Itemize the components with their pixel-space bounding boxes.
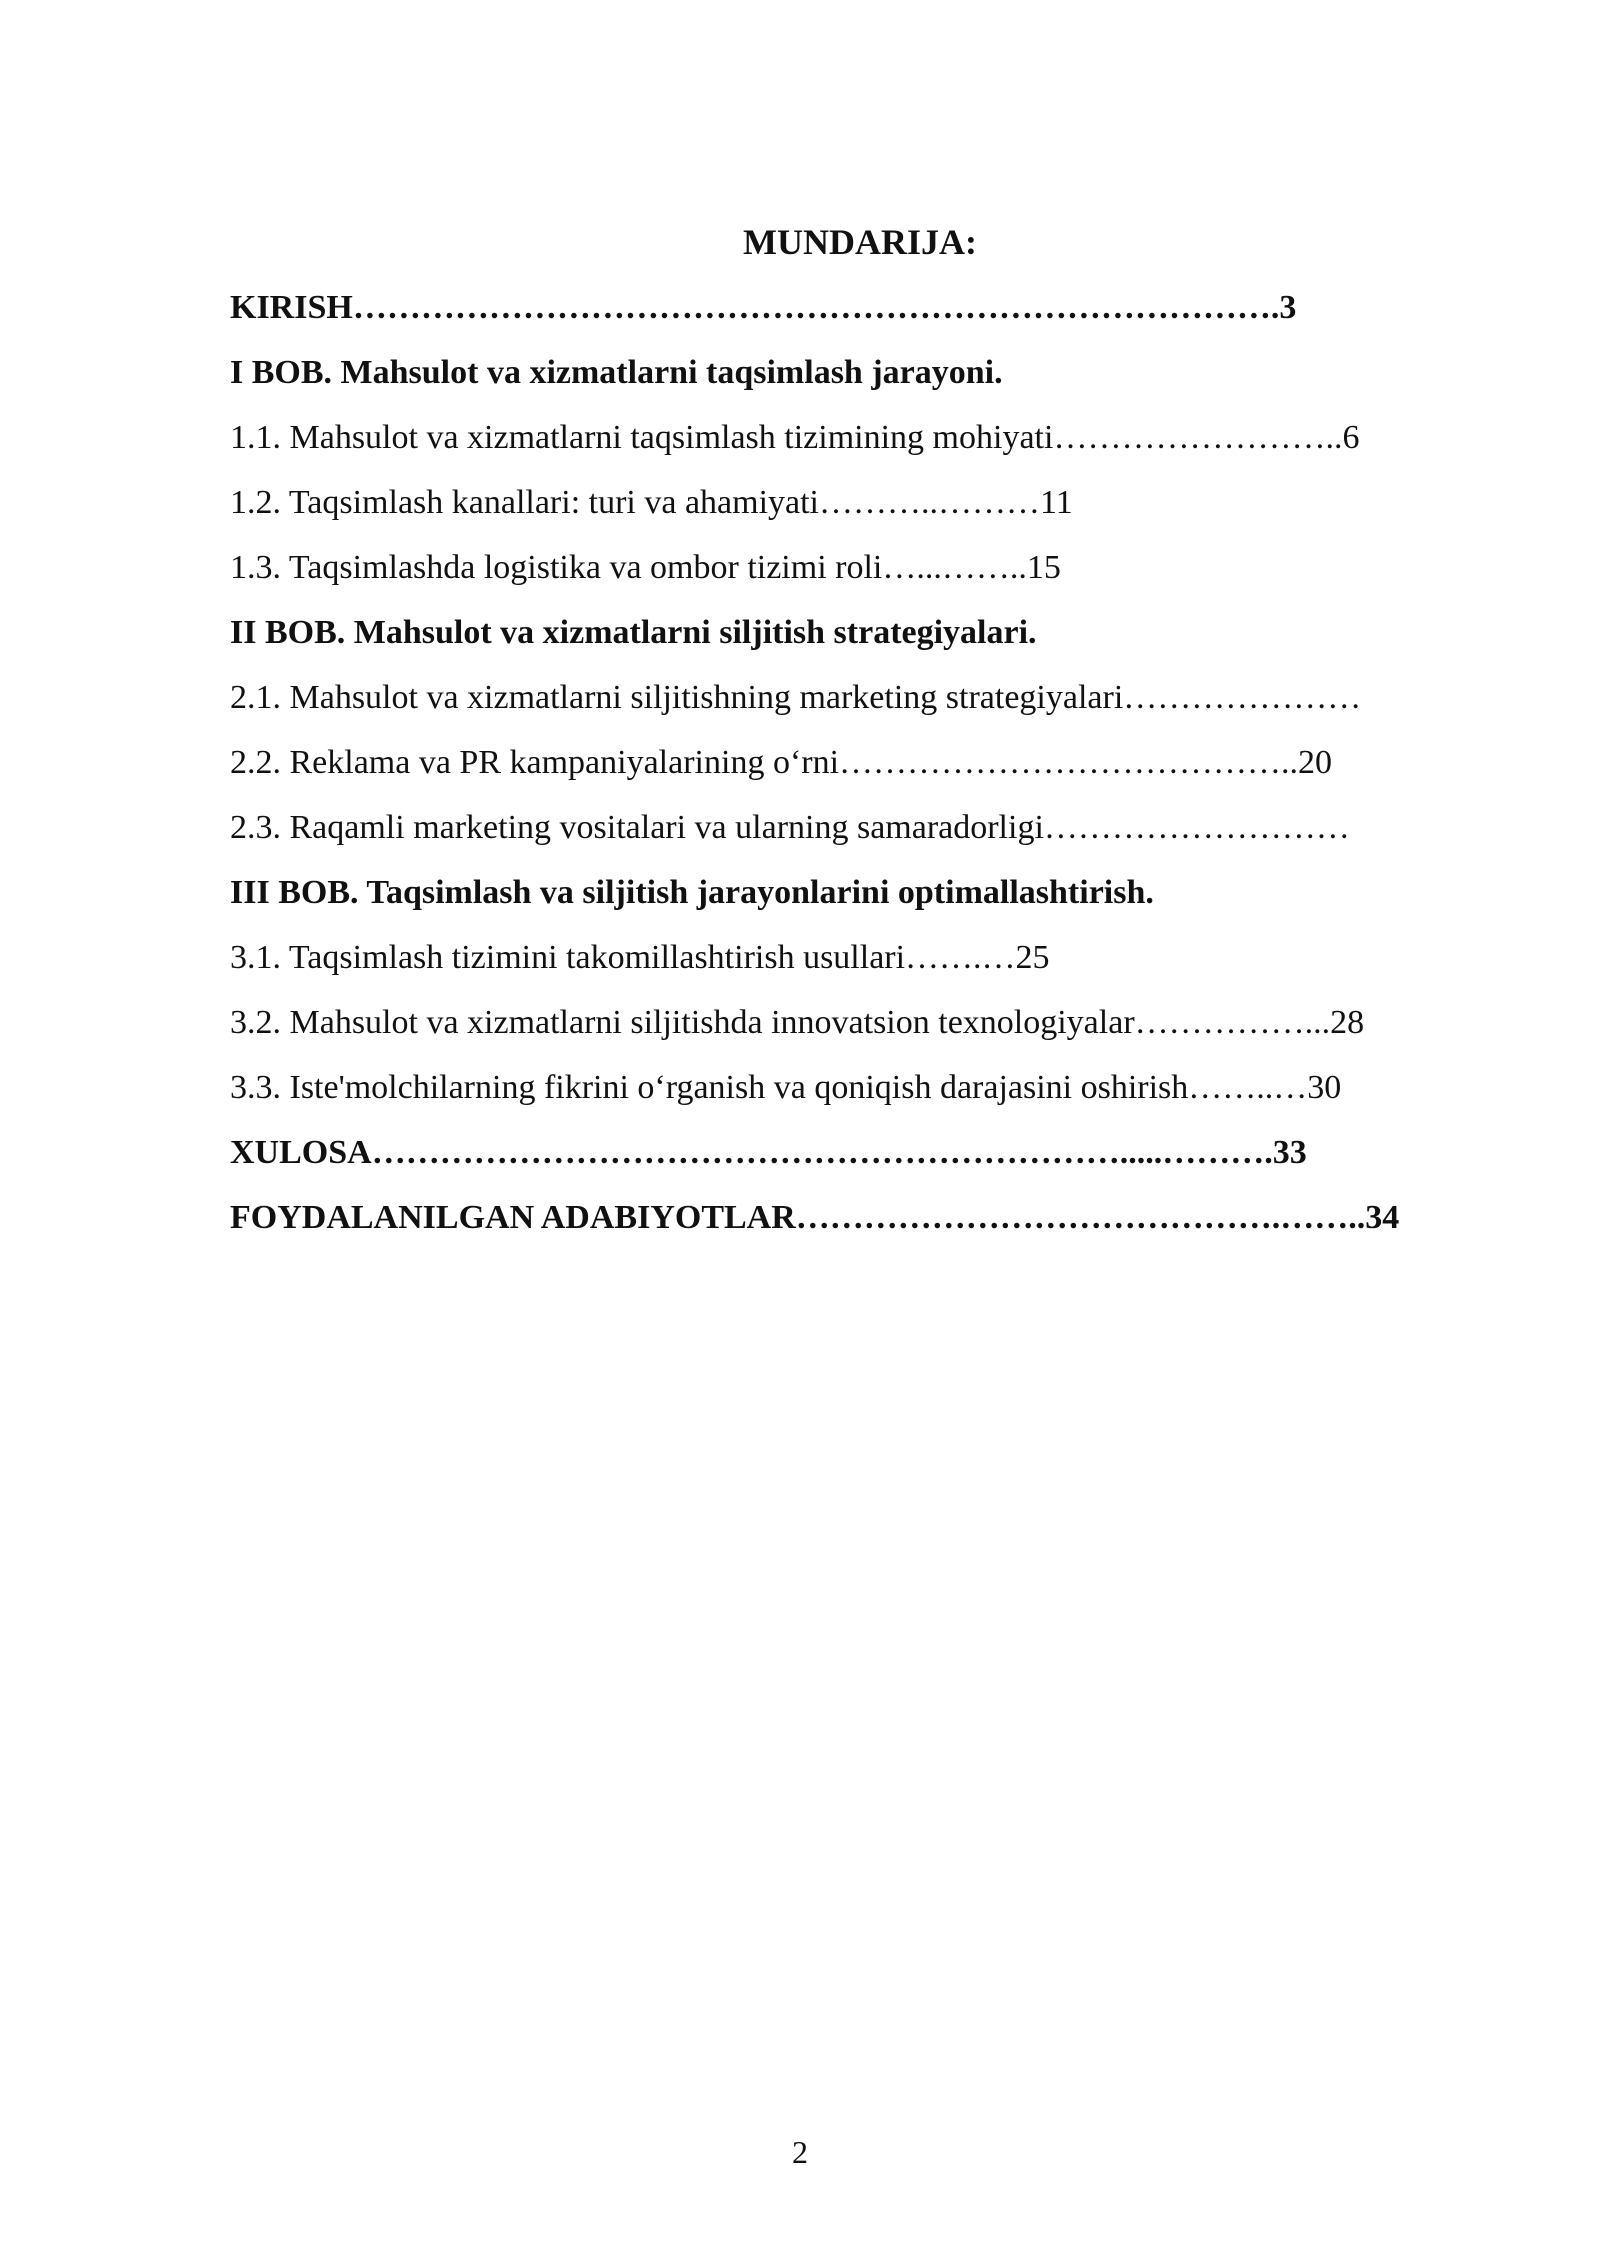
toc-section-2-3: 2.3. Raqamli marketing vositalari va ularning samaradorligi……………………… bbox=[230, 809, 1350, 846]
table-of-contents bbox=[230, 210, 1500, 1250]
toc-section-1-2: 1.2. Taqsimlash kanallari: turi va ahamiyati………..………11 bbox=[230, 484, 1073, 521]
toc-section-3-3: 3.3. Iste'molchilarning fikrini o‘rganish va qoniqish darajasini oshirish……..…30 bbox=[230, 1069, 1342, 1106]
toc-section-3-1: 3.1. Taqsimlash tizimini takomillashtirish usullari…….…25 bbox=[230, 939, 1050, 976]
toc-section-2-2: 2.2. Reklama va PR kampaniyalarining o‘rni…………………………………..20 bbox=[230, 744, 1333, 781]
page-number: 2 bbox=[792, 2134, 808, 2170]
toc-section-1-3: 1.3. Taqsimlashda logistika va ombor tizimi roli…...……..15 bbox=[230, 549, 1061, 586]
toc-chapter-1: I BOB. Mahsulot va xizmatlarni taqsimlash jarayoni. bbox=[230, 354, 1003, 391]
toc-section-3-2: 3.2. Mahsulot va xizmatlarni siljitishda innovatsion texnologiyalar……………...28 bbox=[230, 1004, 1365, 1041]
toc-title: MUNDARIJA: bbox=[743, 222, 977, 262]
toc-chapter-3: III BOB. Taqsimlash va siljitish jarayonlarini optimallashtirish. bbox=[230, 874, 1154, 911]
toc-entry-introduction: KIRISH……………………………………………………………………….3 bbox=[230, 289, 1297, 326]
toc-section-1-1: 1.1. Mahsulot va xizmatlarni taqsimlash tizimining mohiyati……………………..6 bbox=[230, 419, 1360, 456]
toc-chapter-2: II BOB. Mahsulot va xizmatlarni siljitish strategiyalari. bbox=[230, 614, 1037, 651]
toc-section-2-1: 2.1. Mahsulot va xizmatlarni siljitishning marketing strategiyalari………………… bbox=[230, 679, 1362, 716]
toc-entry-conclusion: XULOSA………………………………………………………….....……….33 bbox=[230, 1134, 1307, 1171]
toc-entry-references: FOYDALANILGAN ADABIYOTLAR…………………………………….……..34 bbox=[230, 1199, 1400, 1236]
